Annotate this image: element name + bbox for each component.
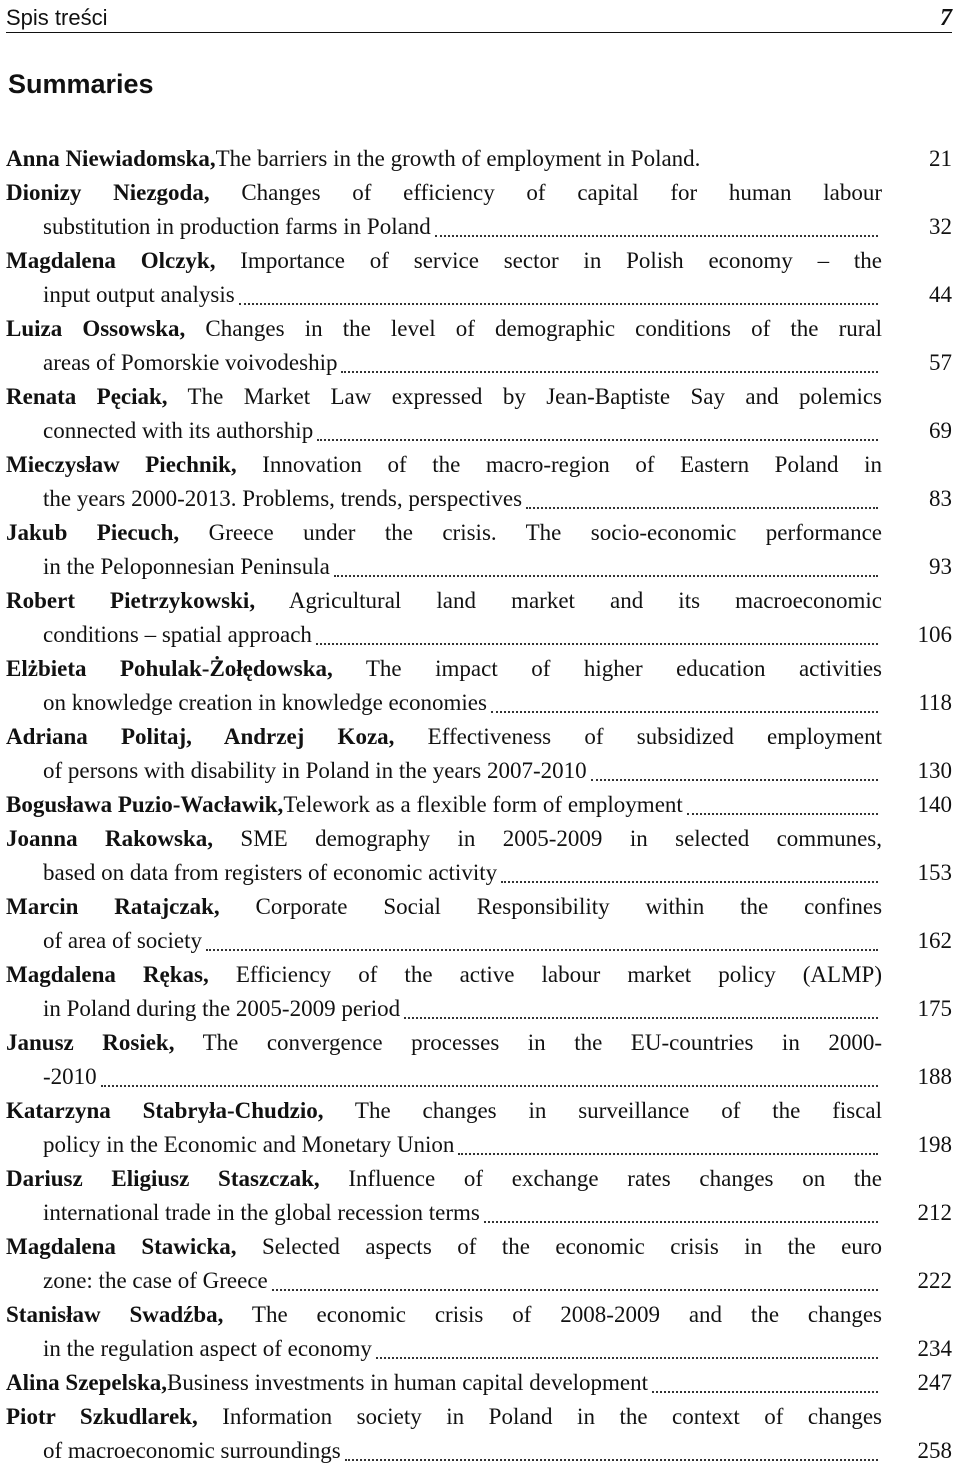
entry-first-line bbox=[6, 822, 882, 856]
toc-entry[interactable] bbox=[6, 380, 952, 448]
table-of-contents bbox=[6, 142, 952, 1468]
entry-author: Dariusz Eligiusz Staszczak, bbox=[6, 1166, 320, 1191]
toc-entry[interactable] bbox=[6, 516, 952, 584]
entry-text bbox=[6, 720, 882, 788]
entry-text bbox=[6, 312, 882, 380]
entry-title: Importance of service sector in Polish economy – the bbox=[240, 248, 882, 273]
entry-author: Magdalena Olczyk, bbox=[6, 248, 216, 273]
entry-page-number: 175 bbox=[917, 996, 952, 1021]
entry-text bbox=[6, 958, 882, 1026]
entry-title: Greece under the crisis. The socio-economic performance bbox=[208, 520, 882, 545]
entry-page-number: 188 bbox=[917, 1064, 952, 1089]
entry-author: Renata Pęciak, bbox=[6, 384, 168, 409]
entry-text bbox=[6, 1366, 882, 1400]
dot-leader bbox=[404, 1016, 878, 1019]
entry-title: Changes of efficiency of capital for human labour bbox=[241, 180, 883, 205]
entry-first-line bbox=[6, 1162, 882, 1196]
entry-title-continued: the years 2000-2013. Problems, trends, perspectives bbox=[43, 486, 523, 511]
entry-text bbox=[6, 1026, 882, 1094]
entry-title-continued: in the Peloponnesian Peninsula bbox=[43, 554, 330, 579]
entry-second-line bbox=[6, 1264, 882, 1298]
entry-title-continued: on knowledge creation in knowledge economies bbox=[43, 690, 487, 715]
entry-second-line bbox=[6, 1128, 882, 1162]
entry-second-line bbox=[6, 1332, 882, 1366]
entry-text bbox=[6, 1094, 882, 1162]
entry-first-line bbox=[6, 1026, 882, 1060]
entry-page-number: 21 bbox=[929, 146, 952, 171]
entry-first-line bbox=[6, 516, 882, 550]
entry-first-line bbox=[6, 312, 882, 346]
entry-first-line bbox=[6, 1298, 882, 1332]
entry-title: Effectiveness of subsidized employment bbox=[427, 724, 883, 749]
entry-second-line bbox=[6, 924, 882, 958]
dot-leader bbox=[376, 1356, 878, 1359]
entry-title-continued: based on data from registers of economic activity bbox=[43, 860, 498, 885]
entry-title: Efficiency of the active labour market policy (ALMP) bbox=[235, 962, 882, 987]
entry-page-number: 106 bbox=[917, 622, 952, 647]
dot-leader bbox=[334, 574, 878, 577]
entry-title: Agricultural land market and its macroeconomic bbox=[288, 588, 882, 613]
entry-page-number: 69 bbox=[929, 418, 952, 443]
entry-second-line bbox=[6, 210, 882, 244]
entry-first-line bbox=[6, 380, 882, 414]
entry-title-continued: conditions – spatial approach bbox=[43, 622, 312, 647]
entry-second-line bbox=[6, 686, 882, 720]
toc-entry[interactable] bbox=[6, 176, 952, 244]
entry-second-line bbox=[6, 1060, 882, 1094]
toc-entry[interactable] bbox=[6, 1230, 952, 1298]
entry-title: The Market Law expressed by Jean-Baptiste Say and polemics bbox=[187, 384, 883, 409]
dot-leader bbox=[458, 1152, 878, 1155]
entry-title: Telework as a flexible form of employment bbox=[283, 792, 683, 817]
dot-leader bbox=[317, 438, 878, 441]
entry-title: Changes in the level of demographic conditions of the rural bbox=[205, 316, 883, 341]
toc-entry[interactable] bbox=[6, 1162, 952, 1230]
entry-text bbox=[6, 788, 882, 822]
dot-leader bbox=[316, 642, 878, 645]
entry-second-line bbox=[6, 1434, 882, 1468]
entry-page-number: 222 bbox=[917, 1268, 952, 1293]
entry-author: Bogusława Puzio-Wacławik, bbox=[6, 792, 284, 817]
entry-author: Joanna Rakowska, bbox=[6, 826, 213, 851]
toc-entry[interactable] bbox=[6, 142, 952, 176]
entry-text bbox=[6, 1162, 882, 1230]
entry-text bbox=[6, 448, 882, 516]
entry-title-continued: policy in the Economic and Monetary Union bbox=[43, 1132, 455, 1157]
entry-title-continued: of area of society bbox=[43, 928, 203, 953]
entry-first-line bbox=[6, 244, 882, 278]
entry-page-number: 93 bbox=[929, 554, 952, 579]
entry-author: Robert Pietrzykowski, bbox=[6, 588, 256, 613]
toc-entry[interactable] bbox=[6, 1400, 952, 1468]
entry-author: Alina Szepelska, bbox=[6, 1370, 168, 1395]
entry-second-line bbox=[6, 414, 882, 448]
dot-leader bbox=[652, 1390, 878, 1393]
entry-first-line bbox=[6, 720, 882, 754]
entry-title-continued: input output analysis bbox=[43, 282, 235, 307]
entry-author: Adriana Politaj, Andrzej Koza, bbox=[6, 724, 395, 749]
entry-title-continued: -2010 bbox=[43, 1064, 97, 1089]
entry-author: Dionizy Niezgoda, bbox=[6, 180, 210, 205]
dot-leader bbox=[341, 370, 878, 373]
toc-entry[interactable] bbox=[6, 890, 952, 958]
toc-entry[interactable] bbox=[6, 822, 952, 890]
entry-text bbox=[6, 176, 882, 244]
entry-first-line bbox=[6, 448, 882, 482]
entry-second-line bbox=[6, 856, 882, 890]
chapter-title: Spis treści bbox=[6, 5, 108, 30]
dot-leader bbox=[272, 1288, 878, 1291]
entry-author: Magdalena Stawicka, bbox=[6, 1234, 237, 1259]
entry-author: Piotr Szkudlarek, bbox=[6, 1404, 198, 1429]
entry-title: The barriers in the growth of employment in Poland. bbox=[215, 146, 701, 171]
dot-leader bbox=[101, 1084, 878, 1087]
entry-page-number: 57 bbox=[929, 350, 952, 375]
entry-title: The impact of higher education activities bbox=[365, 656, 883, 681]
entry-author: Magdalena Rękas, bbox=[6, 962, 209, 987]
entry-text bbox=[6, 142, 882, 176]
entry-text bbox=[6, 1400, 882, 1468]
entry-title: Innovation of the macro-region of Eastern Poland in bbox=[262, 452, 883, 477]
dot-leader bbox=[239, 302, 878, 305]
entry-second-line bbox=[6, 550, 882, 584]
entry-text bbox=[6, 822, 882, 890]
entry-text bbox=[6, 244, 882, 312]
entry-text bbox=[6, 380, 882, 448]
entry-page-number: 44 bbox=[929, 282, 952, 307]
entry-title-continued: in the regulation aspect of economy bbox=[43, 1336, 372, 1361]
entry-second-line bbox=[6, 1196, 882, 1230]
entry-second-line bbox=[6, 754, 882, 788]
entry-page-number: 118 bbox=[918, 690, 952, 715]
entry-title-continued: international trade in the global recession terms bbox=[43, 1200, 480, 1225]
entry-text bbox=[6, 516, 882, 584]
entry-title: SME demography in 2005-2009 in selected communes, bbox=[240, 826, 882, 851]
toc-entry[interactable] bbox=[6, 448, 952, 516]
entry-title-continued: areas of Pomorskie voivodeship bbox=[43, 350, 338, 375]
entry-text bbox=[6, 890, 882, 958]
toc-entry[interactable] bbox=[6, 958, 952, 1026]
toc-entry[interactable] bbox=[6, 1026, 952, 1094]
entry-second-line bbox=[6, 482, 882, 516]
dot-leader bbox=[491, 710, 878, 713]
entry-first-line bbox=[6, 1366, 882, 1400]
entry-page-number: 258 bbox=[917, 1438, 952, 1463]
entry-first-line bbox=[6, 890, 882, 924]
entry-page-number: 130 bbox=[917, 758, 952, 783]
section-title: Summaries bbox=[8, 69, 154, 99]
running-header bbox=[6, 0, 952, 33]
entry-page-number: 153 bbox=[917, 860, 952, 885]
entry-title-continued: zone: the case of Greece bbox=[43, 1268, 268, 1293]
entry-title: The economic crisis of 2008-2009 and the changes bbox=[251, 1302, 882, 1327]
entry-page-number: 234 bbox=[917, 1336, 952, 1361]
entry-second-line bbox=[6, 278, 882, 312]
entry-title: Influence of exchange rates changes on the bbox=[348, 1166, 882, 1191]
entry-author: Mieczysław Piechnik, bbox=[6, 452, 237, 477]
entry-title-continued: of persons with disability in Poland in the years 2007-2010 bbox=[43, 758, 587, 783]
entry-first-line bbox=[6, 1230, 882, 1264]
entry-title: The convergence processes in the EU-countries in 2000- bbox=[202, 1030, 882, 1055]
dot-leader bbox=[435, 234, 878, 237]
entry-first-line bbox=[6, 788, 882, 822]
toc-entry[interactable] bbox=[6, 1366, 952, 1400]
entry-author: Stanisław Swadźba, bbox=[6, 1302, 224, 1327]
entry-first-line bbox=[6, 958, 882, 992]
toc-entry[interactable] bbox=[6, 244, 952, 312]
entry-title: Information society in Poland in the context of changes bbox=[222, 1404, 883, 1429]
entry-title: Business investments in human capital development bbox=[167, 1370, 649, 1395]
dot-leader bbox=[345, 1458, 878, 1461]
entry-title: Selected aspects of the economic crisis in the euro bbox=[262, 1234, 882, 1259]
dot-leader bbox=[687, 812, 878, 815]
entry-author: Luiza Ossowska, bbox=[6, 316, 186, 341]
entry-author: Jakub Piecuch, bbox=[6, 520, 180, 545]
entry-author: Marcin Ratajczak, bbox=[6, 894, 220, 919]
entry-first-line bbox=[6, 176, 882, 210]
entry-first-line bbox=[6, 652, 882, 686]
entry-author: Anna Niewiadomska, bbox=[6, 146, 216, 171]
entry-first-line bbox=[6, 584, 882, 618]
toc-entry[interactable] bbox=[6, 584, 952, 652]
entry-page-number: 32 bbox=[929, 214, 952, 239]
entry-second-line bbox=[6, 618, 882, 652]
entry-page-number: 212 bbox=[917, 1200, 952, 1225]
entry-title-continued: connected with its authorship bbox=[43, 418, 314, 443]
entry-text bbox=[6, 1230, 882, 1298]
entry-page-number: 140 bbox=[917, 792, 952, 817]
entry-page-number: 198 bbox=[917, 1132, 952, 1157]
toc-entry[interactable] bbox=[6, 720, 952, 788]
entry-text bbox=[6, 652, 882, 720]
entry-author: Elżbieta Pohulak-Żołędowska, bbox=[6, 656, 333, 681]
entry-text bbox=[6, 1298, 882, 1366]
entry-author: Katarzyna Stabryła-Chudzio, bbox=[6, 1098, 324, 1123]
toc-entry[interactable] bbox=[6, 652, 952, 720]
toc-entry[interactable] bbox=[6, 312, 952, 380]
dot-leader bbox=[206, 948, 878, 951]
entry-title-continued: of macroeconomic surroundings bbox=[43, 1438, 341, 1463]
dot-leader bbox=[526, 506, 878, 509]
entry-title: The changes in surveillance of the fiscal bbox=[354, 1098, 883, 1123]
entry-second-line bbox=[6, 346, 882, 380]
dot-leader bbox=[501, 880, 878, 883]
entry-text bbox=[6, 584, 882, 652]
entry-page-number: 162 bbox=[917, 928, 952, 953]
entry-author: Janusz Rosiek, bbox=[6, 1030, 175, 1055]
entry-title-continued: in Poland during the 2005-2009 period bbox=[43, 996, 401, 1021]
dot-leader bbox=[591, 778, 878, 781]
entry-first-line bbox=[6, 1400, 882, 1434]
page-number: 7 bbox=[940, 5, 952, 31]
dot-leader bbox=[484, 1220, 878, 1223]
toc-entry[interactable] bbox=[6, 788, 952, 822]
entry-page-number: 247 bbox=[917, 1370, 952, 1395]
entry-first-line bbox=[6, 1094, 882, 1128]
entry-second-line bbox=[6, 992, 882, 1026]
toc-entry[interactable] bbox=[6, 1094, 952, 1162]
entry-page-number: 83 bbox=[929, 486, 952, 511]
entry-title-continued: substitution in production farms in Poland bbox=[43, 214, 431, 239]
entry-first-line bbox=[6, 142, 882, 176]
toc-entry[interactable] bbox=[6, 1298, 952, 1366]
entry-title: Corporate Social Responsibility within the confines bbox=[255, 894, 883, 919]
